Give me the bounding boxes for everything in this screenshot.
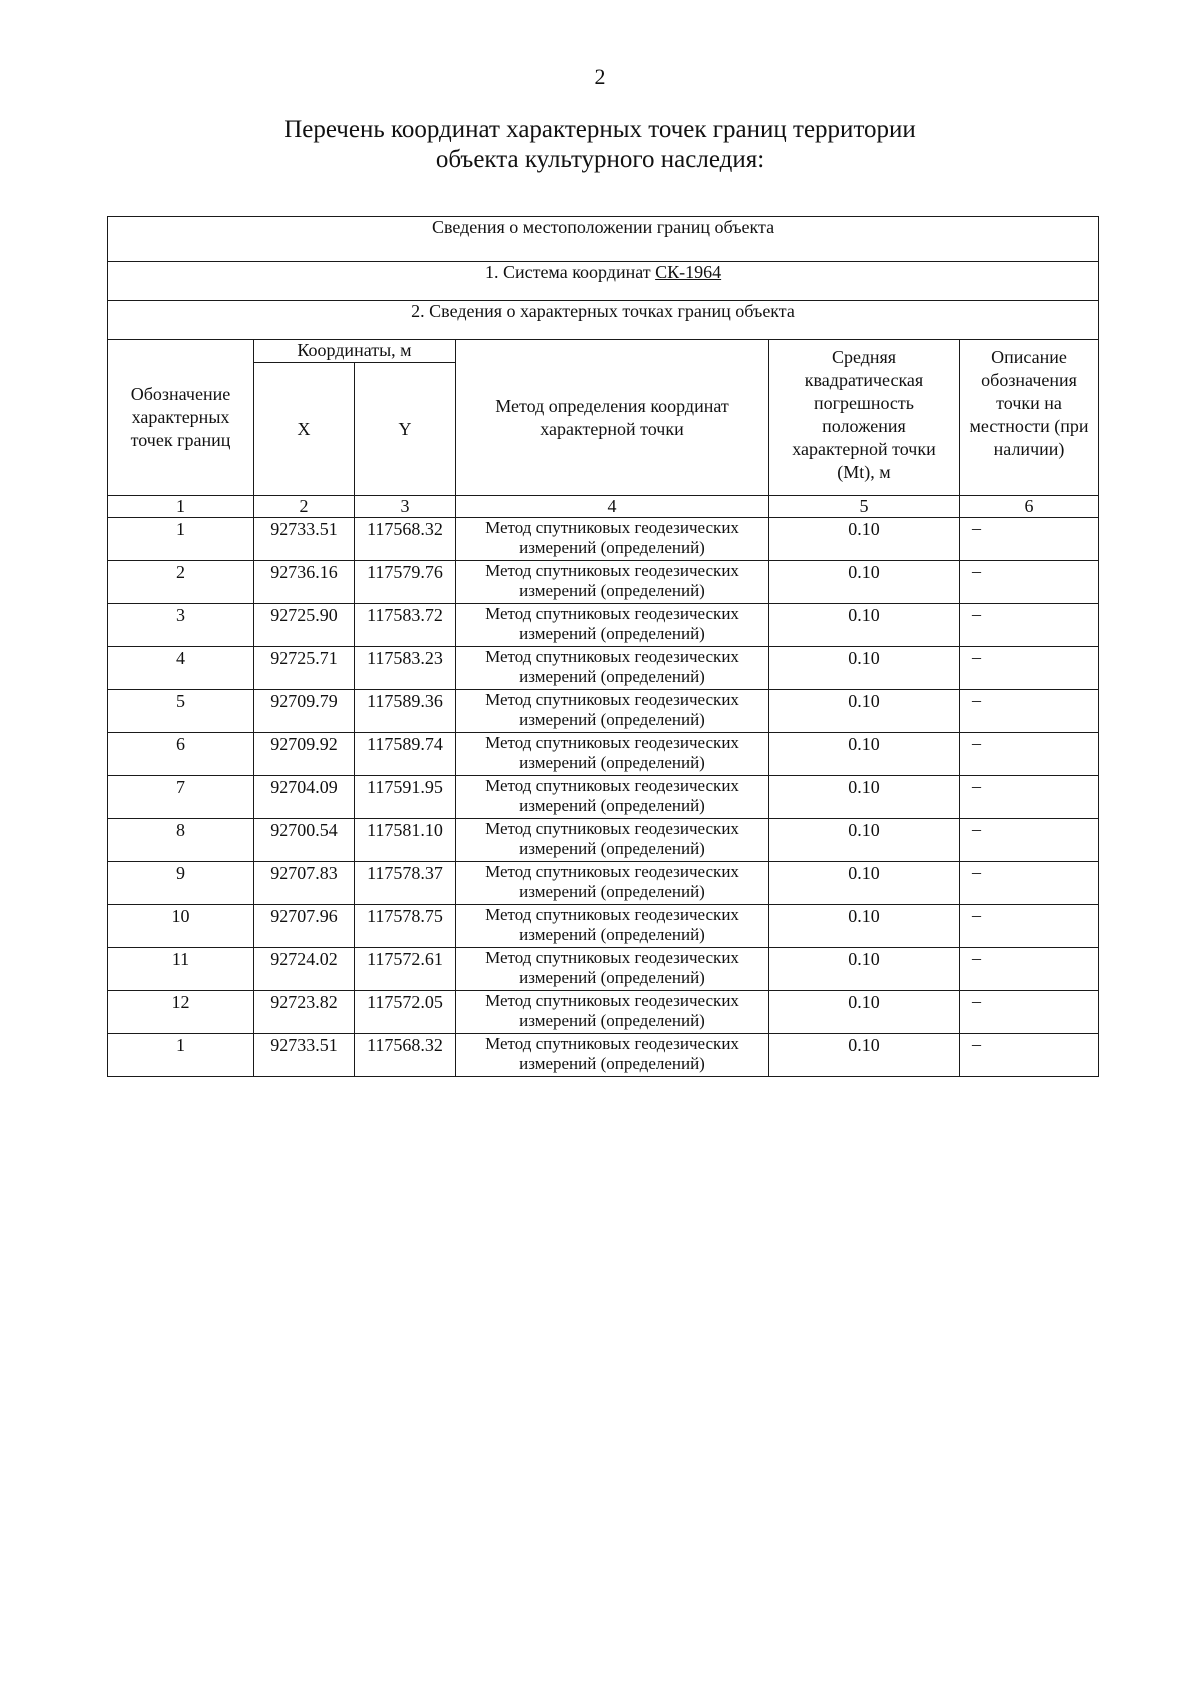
coordinate-y-cell: 117568.32 bbox=[355, 1034, 456, 1077]
point-number-cell: 7 bbox=[108, 776, 254, 819]
table-row bbox=[108, 690, 1099, 733]
method-cell: Метод спутниковых геодезических измерений (определений) bbox=[456, 518, 769, 561]
column-numbers-row bbox=[108, 496, 1099, 518]
coordinate-x-cell: 92724.02 bbox=[254, 948, 355, 991]
coordinate-x-cell: 92707.83 bbox=[254, 862, 355, 905]
method-cell: Метод спутниковых геодезических измерений (определений) bbox=[456, 733, 769, 776]
error-cell: 0.10 bbox=[769, 690, 960, 733]
table-row bbox=[108, 862, 1099, 905]
point-number-cell: 1 bbox=[108, 518, 254, 561]
document-title bbox=[0, 115, 1200, 175]
header-point-designation: Обозначение характерных точек границ bbox=[108, 340, 254, 496]
error-cell: 0.10 bbox=[769, 733, 960, 776]
method-cell: Метод спутниковых геодезических измерений (определений) bbox=[456, 604, 769, 647]
description-cell: – bbox=[960, 948, 1099, 991]
description-cell: – bbox=[960, 991, 1099, 1034]
description-cell: – bbox=[960, 905, 1099, 948]
header-description: Описание обозначения точки на местности (при наличии) bbox=[960, 340, 1099, 496]
description-cell: – bbox=[960, 690, 1099, 733]
coordinate-y-cell: 117583.72 bbox=[355, 604, 456, 647]
table-row bbox=[108, 1034, 1099, 1077]
coordinate-y-cell: 117589.74 bbox=[355, 733, 456, 776]
coordinate-y-cell: 117572.05 bbox=[355, 991, 456, 1034]
coordinate-y-cell: 117578.37 bbox=[355, 862, 456, 905]
method-cell: Метод спутниковых геодезических измерений (определений) bbox=[456, 862, 769, 905]
table-row bbox=[108, 948, 1099, 991]
coordinate-x-cell: 92709.92 bbox=[254, 733, 355, 776]
point-number-cell: 2 bbox=[108, 561, 254, 604]
coordinate-x-cell: 92733.51 bbox=[254, 1034, 355, 1077]
coordinate-y-cell: 117589.36 bbox=[355, 690, 456, 733]
point-number-cell: 3 bbox=[108, 604, 254, 647]
coordinate-y-cell: 117591.95 bbox=[355, 776, 456, 819]
point-number-cell: 8 bbox=[108, 819, 254, 862]
point-number-cell: 12 bbox=[108, 991, 254, 1034]
column-number: 6 bbox=[960, 496, 1099, 518]
method-cell: Метод спутниковых геодезических измерений (определений) bbox=[456, 690, 769, 733]
method-cell: Метод спутниковых геодезических измерений (определений) bbox=[456, 991, 769, 1034]
column-number: 2 bbox=[254, 496, 355, 518]
coordinate-x-cell: 92709.79 bbox=[254, 690, 355, 733]
method-cell: Метод спутниковых геодезических измерений (определений) bbox=[456, 561, 769, 604]
method-cell: Метод спутниковых геодезических измерений (определений) bbox=[456, 647, 769, 690]
header-error-text: Средняя квадратическая погрешность положения характерной точки (Mt), м bbox=[792, 347, 936, 482]
document-title-line-1: Перечень координат характерных точек границ территории bbox=[284, 116, 916, 143]
coordinate-x-cell: 92700.54 bbox=[254, 819, 355, 862]
description-cell: – bbox=[960, 604, 1099, 647]
description-cell: – bbox=[960, 733, 1099, 776]
method-cell: Метод спутниковых геодезических измерений (определений) bbox=[456, 776, 769, 819]
description-cell: – bbox=[960, 561, 1099, 604]
method-cell: Метод спутниковых геодезических измерений (определений) bbox=[456, 819, 769, 862]
error-cell: 0.10 bbox=[769, 776, 960, 819]
table-row bbox=[108, 604, 1099, 647]
point-number-cell: 4 bbox=[108, 647, 254, 690]
error-cell: 0.10 bbox=[769, 518, 960, 561]
description-cell: – bbox=[960, 776, 1099, 819]
point-number-cell: 1 bbox=[108, 1034, 254, 1077]
coordinate-y-cell: 117579.76 bbox=[355, 561, 456, 604]
column-number: 3 bbox=[355, 496, 456, 518]
header-coordinates: Координаты, м bbox=[254, 340, 456, 363]
table-row bbox=[108, 819, 1099, 862]
error-cell: 0.10 bbox=[769, 905, 960, 948]
header-y: Y bbox=[355, 363, 456, 496]
table-row bbox=[108, 905, 1099, 948]
coordinate-y-cell: 117583.23 bbox=[355, 647, 456, 690]
column-number: 4 bbox=[456, 496, 769, 518]
description-cell: – bbox=[960, 1034, 1099, 1077]
header-error bbox=[769, 340, 960, 496]
header-x: X bbox=[254, 363, 355, 496]
table-row bbox=[108, 776, 1099, 819]
coordinate-system bbox=[108, 262, 1099, 301]
description-cell: – bbox=[960, 647, 1099, 690]
column-number: 1 bbox=[108, 496, 254, 518]
point-number-cell: 5 bbox=[108, 690, 254, 733]
coordinate-x-cell: 92725.90 bbox=[254, 604, 355, 647]
coordinate-x-cell: 92723.82 bbox=[254, 991, 355, 1034]
coordinate-x-cell: 92733.51 bbox=[254, 518, 355, 561]
point-number-cell: 10 bbox=[108, 905, 254, 948]
column-number: 5 bbox=[769, 496, 960, 518]
description-cell: – bbox=[960, 819, 1099, 862]
coordinates-table bbox=[107, 216, 1099, 1077]
page-number: 2 bbox=[594, 64, 606, 89]
error-cell: 0.10 bbox=[769, 1034, 960, 1077]
description-cell: – bbox=[960, 518, 1099, 561]
coordinate-system-label: 1. Система координат bbox=[484, 262, 656, 282]
error-cell: 0.10 bbox=[769, 561, 960, 604]
method-cell: Метод спутниковых геодезических измерений (определений) bbox=[456, 948, 769, 991]
error-cell: 0.10 bbox=[769, 647, 960, 690]
coordinate-y-cell: 117568.32 bbox=[355, 518, 456, 561]
table-row bbox=[108, 733, 1099, 776]
method-cell: Метод спутниковых геодезических измерений (определений) bbox=[456, 1034, 769, 1077]
point-number-cell: 11 bbox=[108, 948, 254, 991]
coordinate-y-cell: 117578.75 bbox=[355, 905, 456, 948]
description-cell: – bbox=[960, 862, 1099, 905]
coordinate-x-cell: 92736.16 bbox=[254, 561, 355, 604]
section-title: Сведения о местоположении границ объекта bbox=[108, 217, 1099, 262]
table-row bbox=[108, 647, 1099, 690]
coordinate-x-cell: 92704.09 bbox=[254, 776, 355, 819]
table-row bbox=[108, 561, 1099, 604]
error-cell: 0.10 bbox=[769, 991, 960, 1034]
points-section-title: 2. Сведения о характерных точках границ объекта bbox=[108, 301, 1099, 340]
error-cell: 0.10 bbox=[769, 819, 960, 862]
error-cell: 0.10 bbox=[769, 604, 960, 647]
error-cell: 0.10 bbox=[769, 862, 960, 905]
coordinate-y-cell: 117572.61 bbox=[355, 948, 456, 991]
coordinate-x-cell: 92725.71 bbox=[254, 647, 355, 690]
document-title-line-2: объекта культурного наследия: bbox=[435, 146, 765, 173]
error-cell: 0.10 bbox=[769, 948, 960, 991]
table-row bbox=[108, 991, 1099, 1034]
coordinate-y-cell: 117581.10 bbox=[355, 819, 456, 862]
table-row bbox=[108, 518, 1099, 561]
header-method: Метод определения координат характерной точки bbox=[456, 340, 769, 496]
point-number-cell: 6 bbox=[108, 733, 254, 776]
coordinate-x-cell: 92707.96 bbox=[254, 905, 355, 948]
method-cell: Метод спутниковых геодезических измерений (определений) bbox=[456, 905, 769, 948]
coordinate-system-value: СК-1964 bbox=[655, 262, 722, 282]
point-number-cell: 9 bbox=[108, 862, 254, 905]
